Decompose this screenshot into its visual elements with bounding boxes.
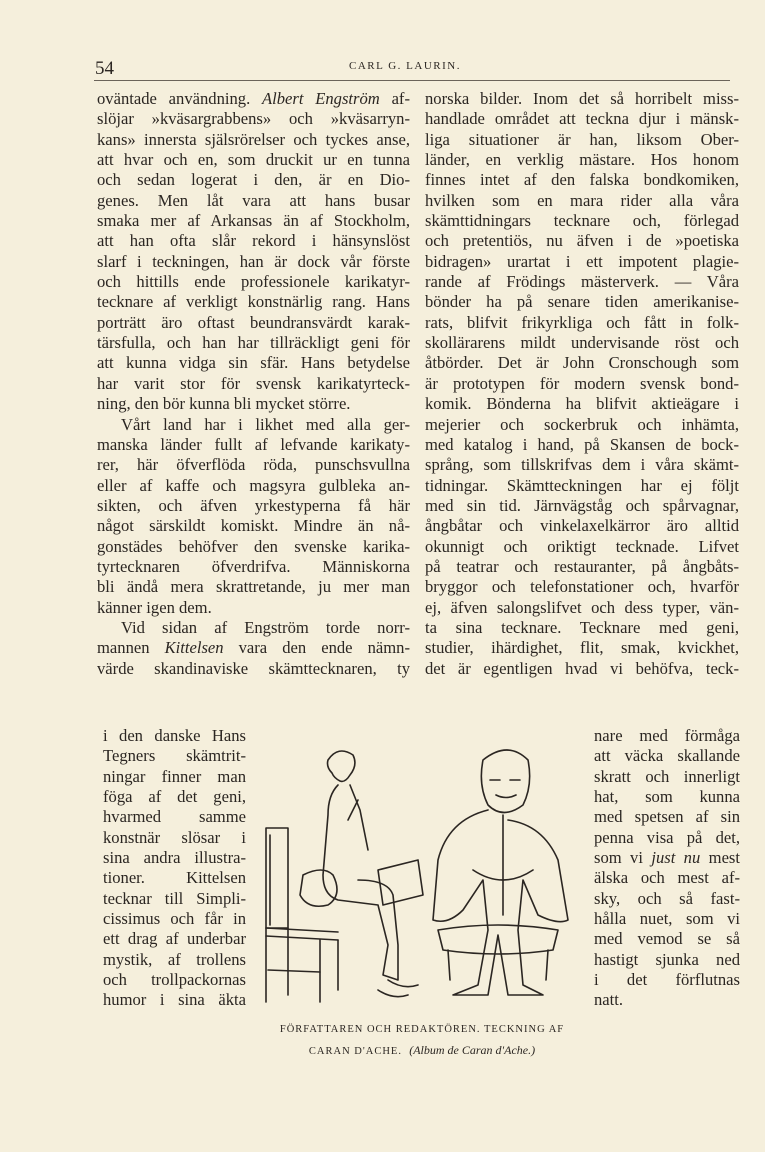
text-line bbox=[103, 787, 246, 807]
text-line bbox=[594, 909, 740, 929]
text-segment: tyrtecknaren öfverdrifva. Människorna bbox=[97, 556, 410, 576]
text-segment: som vi bbox=[594, 848, 652, 868]
text-line bbox=[594, 990, 740, 1010]
text-line bbox=[425, 89, 739, 109]
text-segment: bli ändå mera skrattretande, ju mer man bbox=[97, 577, 410, 597]
text-line bbox=[103, 929, 246, 949]
text-segment: tecknare af verkligt konstnärlig rang. Hans bbox=[97, 292, 410, 312]
text-segment: ta sina tecknare. Tecknare med geni, bbox=[425, 617, 739, 637]
text-line bbox=[425, 496, 739, 516]
text-segment: af- bbox=[379, 89, 410, 108]
text-segment: oväntade användning. bbox=[97, 89, 262, 108]
text-segment: skämttidningars tecknare och, förlegad bbox=[425, 211, 739, 231]
text-segment: ningar finner man bbox=[103, 766, 246, 786]
text-segment: och hittills ende professionele karikatyr- bbox=[97, 272, 410, 292]
text-segment: med sin tid. Järnvägståg och spårvagnar, bbox=[425, 495, 739, 515]
text-line bbox=[97, 415, 410, 435]
text-line bbox=[425, 476, 739, 496]
text-line bbox=[425, 435, 739, 455]
text-line bbox=[594, 726, 740, 746]
text-segment: okunnigt och oriktigt tecknade. Lifvet bbox=[425, 536, 739, 556]
text-segment: sikten, och äfven yrkestyperna få här bbox=[97, 495, 410, 515]
text-segment: med vemod se så bbox=[594, 929, 740, 949]
text-line bbox=[97, 374, 410, 394]
text-segment: hastigt sjunka ned bbox=[594, 949, 740, 969]
text-segment: bryggor och telefonstationer och, hvarför bbox=[425, 577, 739, 597]
text-segment: språng, som tillskrifvas dem i våra skämt- bbox=[425, 455, 739, 475]
text-line bbox=[97, 252, 410, 272]
text-line bbox=[103, 848, 246, 868]
text-line bbox=[594, 848, 740, 868]
text-segment: slöjar »kväsargrabbens» och »kväsarryn- bbox=[97, 109, 410, 129]
header-rule bbox=[94, 80, 730, 81]
text-segment: sina andra illustra- bbox=[103, 848, 246, 868]
text-line bbox=[425, 374, 739, 394]
text-line bbox=[425, 252, 739, 272]
text-line bbox=[97, 659, 410, 679]
text-line bbox=[594, 787, 740, 807]
text-line bbox=[97, 476, 410, 496]
text-segment: konstnär slösar i bbox=[103, 827, 246, 847]
text-segment: är prototypen för modern svensk bond- bbox=[425, 373, 739, 393]
text-segment: cissimus och får in bbox=[103, 909, 246, 929]
text-segment: humor i sina äkta bbox=[103, 990, 246, 1010]
text-line bbox=[425, 516, 739, 536]
text-line bbox=[594, 746, 740, 766]
text-line bbox=[103, 767, 246, 787]
text-line bbox=[425, 272, 739, 292]
italic-name: just nu bbox=[651, 848, 701, 868]
page-number: 54 bbox=[95, 58, 114, 79]
text-line bbox=[97, 333, 410, 353]
text-segment: mannen bbox=[97, 638, 165, 658]
text-segment: norska bilder. Inom det så horribelt miss- bbox=[425, 89, 739, 108]
text-segment: bidragen» urartat i ett impotent plagie- bbox=[425, 251, 739, 271]
text-segment: Tegners skämtrit- bbox=[103, 746, 246, 766]
text-line bbox=[594, 889, 740, 909]
text-line bbox=[103, 726, 246, 746]
text-line bbox=[594, 807, 740, 827]
left-column bbox=[97, 89, 410, 679]
text-line bbox=[594, 970, 740, 990]
text-segment: hvarmed samme bbox=[103, 807, 246, 827]
text-line bbox=[594, 950, 740, 970]
text-segment: med katalog i hand, på Skansen de bock- bbox=[425, 434, 739, 454]
text-segment: att väcka skallande bbox=[594, 746, 740, 766]
text-segment: länder, en verklig mästare. Hos honom bbox=[425, 150, 739, 170]
text-segment: sky, och så fast- bbox=[594, 888, 740, 908]
text-line bbox=[97, 435, 410, 455]
text-line bbox=[425, 353, 739, 373]
text-segment: kans» innersta själsrörelser och tyckes anse, bbox=[97, 129, 410, 149]
text-segment: att kunna vidga sin sfär. Hans betydelse bbox=[97, 353, 410, 373]
text-line bbox=[97, 537, 410, 557]
text-segment: på teatrar och restauranter, på ångbåts- bbox=[425, 556, 739, 576]
text-segment: tidningar. Skämtteckningen har ej följt bbox=[425, 475, 739, 495]
text-segment: att han ofta slår rekord i hänsynslöst bbox=[97, 231, 410, 251]
text-segment: manska länder fullt af lefvande karikaty- bbox=[97, 434, 410, 454]
text-segment: komik. Bönderna ha blifvit aktieägare i bbox=[425, 394, 739, 414]
caricature-illustration bbox=[258, 740, 578, 1010]
text-line bbox=[425, 659, 739, 679]
text-segment: i det förflutnas bbox=[594, 970, 740, 990]
caption-source: (Album de Caran d'Ache.) bbox=[409, 1043, 536, 1057]
text-line bbox=[425, 130, 739, 150]
text-segment: liga situationer är han, liksom Ober- bbox=[425, 129, 739, 149]
text-segment: och pretentiös, nu äfven i de »poetiska bbox=[425, 231, 739, 251]
text-line bbox=[103, 868, 246, 888]
text-line bbox=[103, 746, 246, 766]
text-line bbox=[425, 638, 739, 658]
text-line bbox=[594, 868, 740, 888]
text-line bbox=[97, 109, 410, 129]
text-line bbox=[97, 170, 410, 190]
text-segment: känner igen dem. bbox=[97, 597, 212, 617]
text-line bbox=[103, 889, 246, 909]
text-line bbox=[425, 333, 739, 353]
text-segment: rande af Frödings mästerverk. — Våra bbox=[425, 272, 739, 292]
text-segment: mejerier och sockerbruk och inhämta, bbox=[425, 414, 739, 434]
italic-name: Albert Engström bbox=[262, 89, 380, 108]
text-line bbox=[103, 990, 246, 1010]
text-line bbox=[425, 537, 739, 557]
text-line bbox=[97, 577, 410, 597]
text-line bbox=[97, 516, 410, 536]
text-segment: slarf i teckningen, han är dock vår förste bbox=[97, 251, 410, 271]
text-segment: bönder ha på senare tiden amerikanise- bbox=[425, 292, 739, 312]
text-line bbox=[103, 970, 246, 990]
text-line bbox=[425, 231, 739, 251]
caption-artist: CARAN D'ACHE. bbox=[308, 1046, 402, 1057]
text-line bbox=[103, 950, 246, 970]
text-line bbox=[425, 557, 739, 577]
text-line bbox=[97, 150, 410, 170]
text-segment: Vårt land har i likhet med alla ger- bbox=[121, 414, 410, 434]
text-segment: handlade området att teckna djur i mänsk- bbox=[425, 109, 739, 129]
text-line bbox=[97, 231, 410, 251]
text-line bbox=[425, 313, 739, 333]
text-line bbox=[103, 807, 246, 827]
text-segment: nare med förmåga bbox=[594, 726, 740, 745]
left-narrow-column bbox=[103, 726, 246, 1011]
running-head: CARL G. LAURIN. bbox=[349, 60, 461, 72]
chair-drawing bbox=[266, 828, 338, 1002]
text-segment: hålla nuet, som vi bbox=[594, 909, 740, 929]
text-line bbox=[97, 292, 410, 312]
text-line bbox=[97, 191, 410, 211]
text-segment: skollärarens mildt undervisande röst och bbox=[425, 333, 739, 353]
text-segment: i den danske Hans bbox=[103, 726, 246, 745]
text-line bbox=[97, 211, 410, 231]
text-segment: tioner. Kittelsen bbox=[103, 868, 246, 888]
text-line bbox=[103, 828, 246, 848]
text-segment: att hvar och en, som druckit ur en tunna bbox=[97, 150, 410, 170]
text-segment: ett drag af underbar bbox=[103, 929, 246, 949]
text-segment: natt. bbox=[594, 990, 624, 1010]
text-line bbox=[97, 638, 410, 658]
text-segment: det är egentligen hvad vi behöfva, teck- bbox=[425, 658, 739, 678]
text-line bbox=[594, 929, 740, 949]
text-line bbox=[425, 598, 739, 618]
text-line bbox=[425, 170, 739, 190]
text-line bbox=[425, 211, 739, 231]
right-narrow-column bbox=[594, 726, 740, 1011]
text-line bbox=[425, 618, 739, 638]
text-segment: gonstädes behöfver den svenske karika- bbox=[97, 536, 410, 556]
text-segment: och sedan logerat i den, är en Dio- bbox=[97, 170, 410, 190]
text-segment: ångbåtar och vinkelaxelkärror äro alltid bbox=[425, 516, 739, 536]
italic-name: Kittelsen bbox=[164, 638, 224, 658]
text-line bbox=[425, 455, 739, 475]
text-line bbox=[425, 150, 739, 170]
text-line bbox=[594, 828, 740, 848]
text-segment: mest bbox=[700, 848, 740, 868]
text-segment: åtbörder. Det är John Cronschough som bbox=[425, 353, 739, 373]
text-segment: Vid sidan af Engström torde norr- bbox=[121, 617, 410, 637]
text-line bbox=[425, 394, 739, 414]
text-line bbox=[425, 109, 739, 129]
text-segment: genes. Men låt vara att hans busar bbox=[97, 190, 410, 210]
text-line bbox=[97, 394, 410, 414]
text-segment: rer, här öfverflöda röda, punschsvullna bbox=[97, 455, 410, 475]
text-line bbox=[97, 618, 410, 638]
text-line bbox=[97, 313, 410, 333]
text-line bbox=[425, 292, 739, 312]
text-segment: föga af det geni, bbox=[103, 787, 246, 807]
caption-line-2 bbox=[262, 1040, 582, 1062]
text-segment: penna visa på det, bbox=[594, 827, 740, 847]
text-segment: har varit stor för svensk karikatyrteck- bbox=[97, 373, 410, 393]
caption-line-1: FÖRFATTAREN OCH REDAKTÖREN. TECKNING AF bbox=[279, 1024, 565, 1035]
text-segment: hvilken som en mara rider alla våra bbox=[425, 190, 739, 210]
text-segment: och trollpackornas bbox=[103, 970, 246, 990]
text-segment: värde skandinaviske skämttecknaren, ty bbox=[97, 658, 410, 678]
text-line bbox=[594, 767, 740, 787]
text-segment: porträtt äro oftast beundransvärdt karak- bbox=[97, 312, 410, 332]
text-segment: med spetsen af sin bbox=[594, 807, 740, 827]
text-line bbox=[97, 557, 410, 577]
text-segment: älska och mest af- bbox=[594, 868, 740, 888]
text-segment: ning, den bör kunna bli mycket större. bbox=[97, 394, 351, 414]
text-line bbox=[97, 130, 410, 150]
text-line bbox=[97, 455, 410, 475]
text-segment: hat, som kunna bbox=[594, 787, 740, 807]
text-segment: tecknar till Simpli- bbox=[103, 888, 246, 908]
text-segment: rats, blifvit frikyrkliga och fått in folk- bbox=[425, 312, 739, 332]
right-column bbox=[425, 89, 739, 679]
text-segment: tärsfulla, och han har tillräckligt geni för bbox=[97, 333, 410, 353]
stool-drawing bbox=[438, 925, 558, 980]
text-line bbox=[97, 353, 410, 373]
text-segment: vara den ende nämn- bbox=[223, 638, 410, 658]
figure-caption bbox=[262, 1019, 582, 1062]
text-line bbox=[97, 496, 410, 516]
text-line bbox=[97, 598, 410, 618]
text-segment: ej, äfven salongslifvet och dess typer, vän- bbox=[425, 597, 739, 617]
text-segment: finnes intet af den falska bondkomiken, bbox=[425, 170, 739, 190]
text-segment: något särskildt komiskt. Mindre än nå- bbox=[97, 516, 410, 536]
text-line bbox=[425, 577, 739, 597]
text-segment: studier, ihärdighet, flit, smak, kvickhet, bbox=[425, 638, 739, 658]
text-segment: smaka mer af Arkansas än af Stockholm, bbox=[97, 211, 410, 231]
text-line bbox=[97, 89, 410, 109]
text-line bbox=[97, 272, 410, 292]
text-segment: skratt och innerligt bbox=[594, 766, 740, 786]
text-line bbox=[103, 909, 246, 929]
author-figure bbox=[300, 751, 423, 997]
text-line bbox=[425, 191, 739, 211]
text-segment: mystik, af trollens bbox=[103, 949, 246, 969]
text-line bbox=[425, 415, 739, 435]
text-segment: eller af kaffe och magsyra gulbleka an- bbox=[97, 475, 410, 495]
